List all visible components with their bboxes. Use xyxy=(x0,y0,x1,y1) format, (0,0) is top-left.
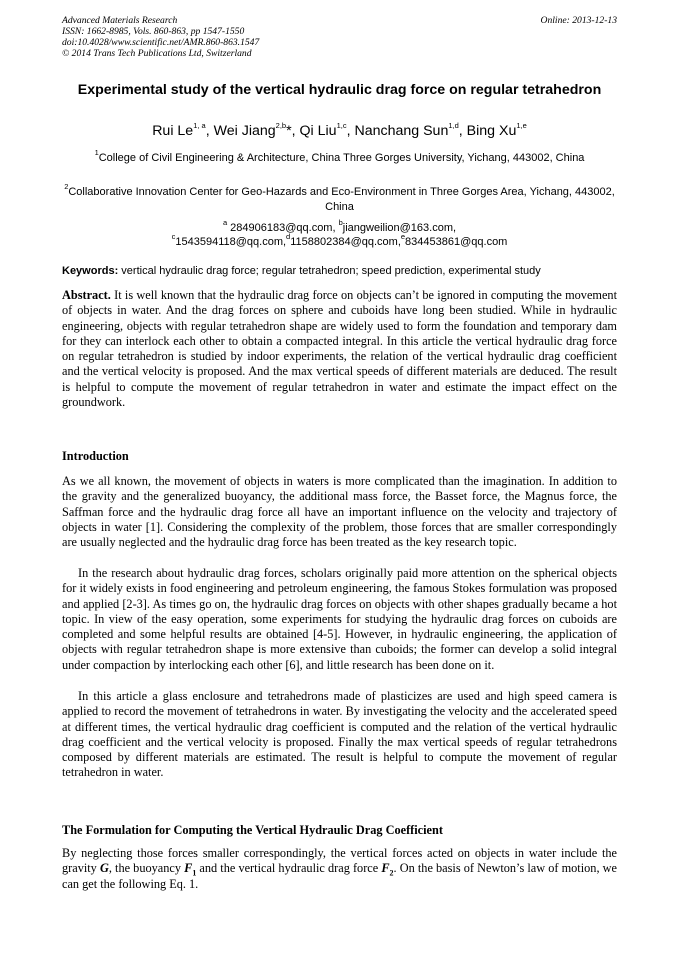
section-heading-introduction: Introduction xyxy=(62,449,129,463)
affiliation-text: Collaborative Innovation Center for Geo-Hazards and Eco-Environment in Three Gorges Area, Yichang, 443002, China xyxy=(68,186,615,213)
author-name: Rui Le xyxy=(152,123,194,139)
intro-paragraph-1: As we all known, the movement of objects in waters is more complicated than the imagination. In addition to the gravity and the generalized buoyancy, the additional mass force, the Basset force, the Magnus force, the Saffman force and the hydraulic drag force all have an important influence on the velocity and trajectory of objects in water [1]. Considering the complexity of the problem, those forces that are smaller correspondingly are usually neglected and the hydraulic drag force has been treated as the key research topic. xyxy=(62,474,617,549)
affiliation-1 xyxy=(62,148,617,166)
journal-issn: ISSN: 1662-8985, Vols. 860-863, pp 1547-1550 xyxy=(62,26,245,37)
formulation-text: , the buoyancy xyxy=(108,861,185,876)
formulation-text: and the vertical hydraulic drag force xyxy=(196,861,382,876)
intro-paragraph-2: In the research about hydraulic drag forces, scholars originally paid more attention on the spherical objects for it widely exists in food engineering and petroleum engineering, the famous Stokes formulation was proposed and applied [2-3]. As times go on, the hydraulic drag forces on objects with other shapes gradually became a hot topic. In view of the easy operation, some experiments for studying the hydraulic drag forces on cuboids are completed and some helpful results are obtained [4-5]. However, in hydraulic engineering, the application of objects with regular tetrahedron shape is more extensive than cuboids; the former can develop a solid integral under compaction by interlocking each other [6], and little research has been done on it. xyxy=(62,566,617,672)
abstract xyxy=(62,288,617,410)
affiliation-text: College of Civil Engineering & Architecture, China Three Gorges University, Yichang, 443002, China xyxy=(98,152,585,164)
symbol-F2: F xyxy=(381,861,390,876)
symbol-F1: F xyxy=(184,861,193,876)
email-sup: e xyxy=(400,232,406,242)
formulation-text: By neglecting those forces smaller correspondingly, the vertical forces acted on objects in water include the gravity xyxy=(62,846,617,876)
affiliation-sup: 1 xyxy=(94,148,99,158)
author-sep: , xyxy=(458,123,467,139)
email-sup: a xyxy=(222,218,228,228)
affiliation-sup: 2 xyxy=(64,182,69,192)
formulation-paragraph-1 xyxy=(62,846,617,892)
author-sep: *, xyxy=(286,123,300,139)
keywords-text: vertical hydraulic drag force; regular tetrahedron; speed prediction, experimental study xyxy=(118,265,541,277)
author-sup: 1, a xyxy=(193,121,206,131)
email-line-2 xyxy=(62,232,617,249)
author-sep: , xyxy=(205,123,214,139)
author-sup: 1,e xyxy=(516,121,527,131)
formulation-text: . On the basis of Newton’s law of motion, we can get the following Eq. 1. xyxy=(62,861,617,891)
journal-copyright: © 2014 Trans Tech Publications Ltd, Switzerland xyxy=(62,48,252,59)
symbol-G: G xyxy=(99,861,109,876)
author-list xyxy=(62,122,617,140)
section-heading-formulation: The Formulation for Computing the Vertical Hydraulic Drag Coefficient xyxy=(62,823,443,837)
abstract-text: It is well known that the hydraulic drag force on objects can’t be ignored in computing the movement of objects in water. And the drag forces on sphere and cuboids have long been studied. While in hydraulic engineering, objects with regular tetrahedron shape are widely used to form the foundation and temporary dam for they can interlock each other to obtain a compacted integral. In this article the vertical hydraulic drag force on regular tetrahedron is studied by indoor experiments, the relation of the vertical hydraulic drag coefficient and the vertical velocity is proposed. And the max vertical speeds of different materials are deduced. The result is helpful to compute the movement of regular tetrahedron in water and estimate the impact effect on the groundwork. xyxy=(62,288,617,409)
email-sup: d xyxy=(286,232,291,242)
paper-title: Experimental study of the vertical hydraulic drag force on regular tetrahedron xyxy=(77,82,602,98)
journal-doi: doi:10.4028/www.scientific.net/AMR.860-863.1547 xyxy=(62,37,260,48)
author-sep: , xyxy=(346,123,355,139)
abstract-label: Abstract. xyxy=(62,288,111,302)
email-a: 284906183@qq.com, xyxy=(230,222,339,234)
author-sup: 2,b xyxy=(275,121,287,131)
author-name: Wei Jiang xyxy=(213,123,276,139)
symbol-F2-sub: 2 xyxy=(389,868,394,878)
online-date: Online: 2013-12-13 xyxy=(540,15,617,26)
journal-name: Advanced Materials Research xyxy=(62,15,178,26)
author-emails xyxy=(62,218,617,249)
email-d: 1158802384@qq.com, xyxy=(290,236,401,248)
email-e: 834453861@qq.com xyxy=(405,236,508,248)
author-sup: 1,c xyxy=(336,121,347,131)
email-sup: c xyxy=(171,232,176,242)
intro-paragraph-3: In this article a glass enclosure and tetrahedrons made of plasticizes are used and high speed camera is applied to record the movement of tetrahedrons in water. By investigating the velocity and the accelerated speed at different times, the vertical hydraulic drag coefficient is computed and the relation of the vertical hydraulic drag coefficient and the vertical velocity is proposed. Finally the max vertical speeds of regular tetrahedrons composed by different materials are estimated. The result is helpful to compute the movement of regular tetrahedron in water. xyxy=(62,689,617,780)
email-line-1 xyxy=(62,218,617,235)
keywords-label: Keywords: xyxy=(62,265,119,277)
author-name: Bing Xu xyxy=(466,123,517,139)
email-sup: b xyxy=(338,218,343,228)
symbol-F1-sub: 1 xyxy=(192,868,197,878)
affiliation-2 xyxy=(62,182,617,215)
author-name: Nanchang Sun xyxy=(354,123,449,139)
email-b: jiangweilion@163.com, xyxy=(342,222,457,234)
journal-header xyxy=(62,15,617,59)
email-c: 1543594118@qq.com, xyxy=(175,236,287,248)
author-sup: 1,d xyxy=(448,121,459,131)
author-name: Qi Liu xyxy=(299,123,337,139)
keywords xyxy=(62,264,617,278)
